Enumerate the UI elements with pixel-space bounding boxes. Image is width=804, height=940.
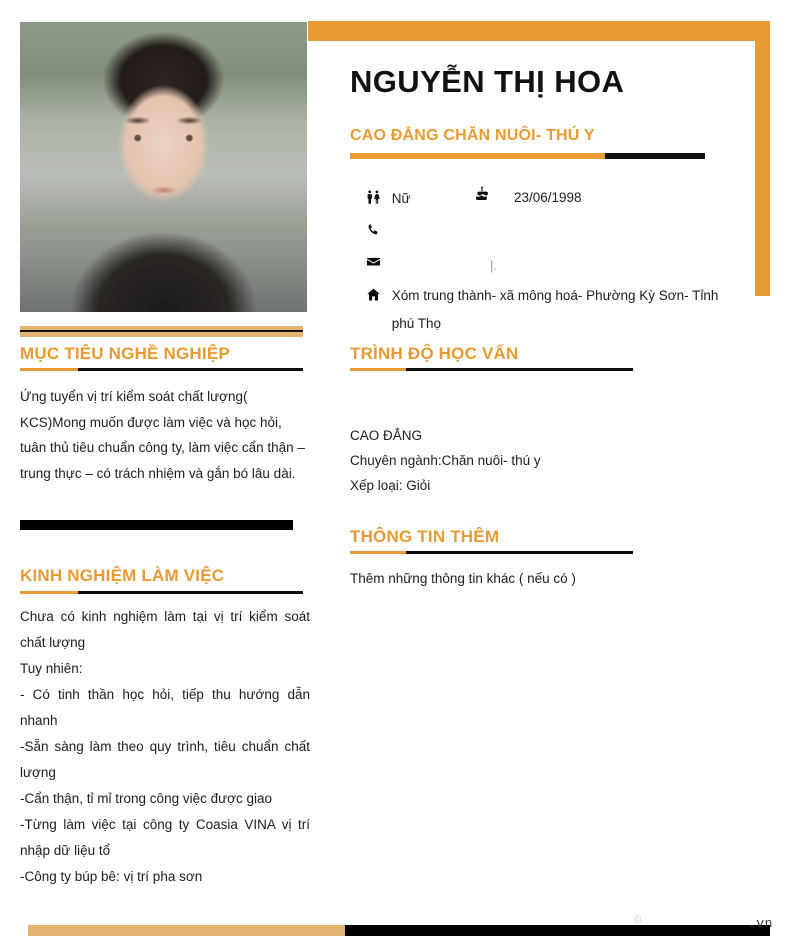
footer-domain-text: .vn <box>748 916 773 931</box>
objective-bottom-black-bar <box>20 520 293 530</box>
section-divider-experience <box>20 591 303 594</box>
home-icon <box>366 282 388 310</box>
candidate-photo-image <box>20 22 307 312</box>
birthday-cake-icon <box>474 182 496 213</box>
divider-black-segment <box>78 368 303 371</box>
page-title: NGUYỄN THỊ HOA <box>350 64 625 99</box>
education-degree: CAO ĐẲNG <box>350 428 423 443</box>
section-heading-objective: MỤC TIÊU NGHỀ NGHIỆP <box>20 344 230 363</box>
restroom-icon <box>366 183 388 214</box>
divider-orange-segment <box>20 368 78 371</box>
title-divider-black-segment <box>605 153 705 159</box>
section-heading-extra-info: THÔNG TIN THÊM <box>350 527 500 546</box>
contact-row-address <box>366 278 756 338</box>
education-body <box>350 423 700 498</box>
divider-black-segment <box>406 551 633 554</box>
contact-row-phone <box>366 214 756 246</box>
section-divider-education <box>350 368 633 371</box>
experience-line: Chưa có kinh nghiệm làm tại vị trí kiểm soát chất lượng <box>20 609 310 650</box>
contact-block <box>366 182 756 338</box>
header-orange-top-bar <box>308 21 770 41</box>
phone-icon <box>366 215 388 246</box>
email-text-caret: |. <box>490 257 497 273</box>
experience-line: -Sẵn sàng làm theo quy trình, tiêu chuẩn chất lượng <box>20 739 310 780</box>
birthday-value: 23/06/1998 <box>514 190 582 205</box>
experience-line: - Có tinh thần học hỏi, tiếp thu hướng dẫn nhanh <box>20 687 310 728</box>
divider-orange-segment <box>350 551 406 554</box>
contact-row-gender-birthday <box>366 182 756 214</box>
experience-line: -Công ty búp bê: vị trí pha sơn <box>20 869 203 884</box>
envelope-icon <box>366 247 388 278</box>
job-title: CAO ĐẲNG CHĂN NUÔI- THÚ Y <box>350 127 595 144</box>
gender-value: Nữ <box>391 190 411 206</box>
divider-orange-segment <box>350 368 406 371</box>
divider-black-segment <box>406 368 633 371</box>
title-divider <box>350 153 705 159</box>
title-divider-orange-segment <box>350 153 605 159</box>
extra-info-text: Thêm những thông tin khác ( nếu có ) <box>350 571 576 586</box>
candidate-photo <box>20 22 307 312</box>
section-heading-education: TRÌNH ĐỘ HỌC VẤN <box>350 344 519 363</box>
divider-black-segment <box>78 591 303 594</box>
section-divider-extra-info <box>350 551 633 554</box>
footer-orange-bar <box>28 925 345 936</box>
education-grade: Xếp loại: Giỏi <box>350 478 431 493</box>
experience-body <box>20 604 310 890</box>
experience-line: -Từng làm việc tại công ty Coasia VINA vị trí nhập dữ liệu tổ <box>20 817 310 858</box>
footer-black-bar <box>345 925 770 936</box>
section-divider-objective <box>20 368 303 371</box>
contact-row-email <box>366 246 756 278</box>
education-major: Chuyên ngành:Chăn nuôi- thú y <box>350 453 541 468</box>
address-value: Xóm trung thành- xã mông hoá- Phường Kỳ Sơn- Tỉnh phú Thọ <box>391 287 719 331</box>
objective-text: Ứng tuyển vị trí kiểm soát chất lượng( KCS)Mong muốn được làm việc và học hỏi, tuân thủ tiêu chuẩn công ty, làm việc cẩn thận – trung thực – có trách nhiệm và gắn bó lâu dài. <box>20 389 305 481</box>
header-orange-right-bar <box>755 21 770 296</box>
divider-orange-segment <box>20 591 78 594</box>
footer-copyright-symbol: © <box>634 914 642 928</box>
section-heading-experience: KINH NGHIỆM LÀM VIỆC <box>20 566 225 585</box>
experience-line: -Cẩn thận, tỉ mỉ trong công việc được giao <box>20 791 273 806</box>
objective-top-accent-bar-lower <box>20 332 303 337</box>
experience-line: Tuy nhiên: <box>20 661 83 676</box>
